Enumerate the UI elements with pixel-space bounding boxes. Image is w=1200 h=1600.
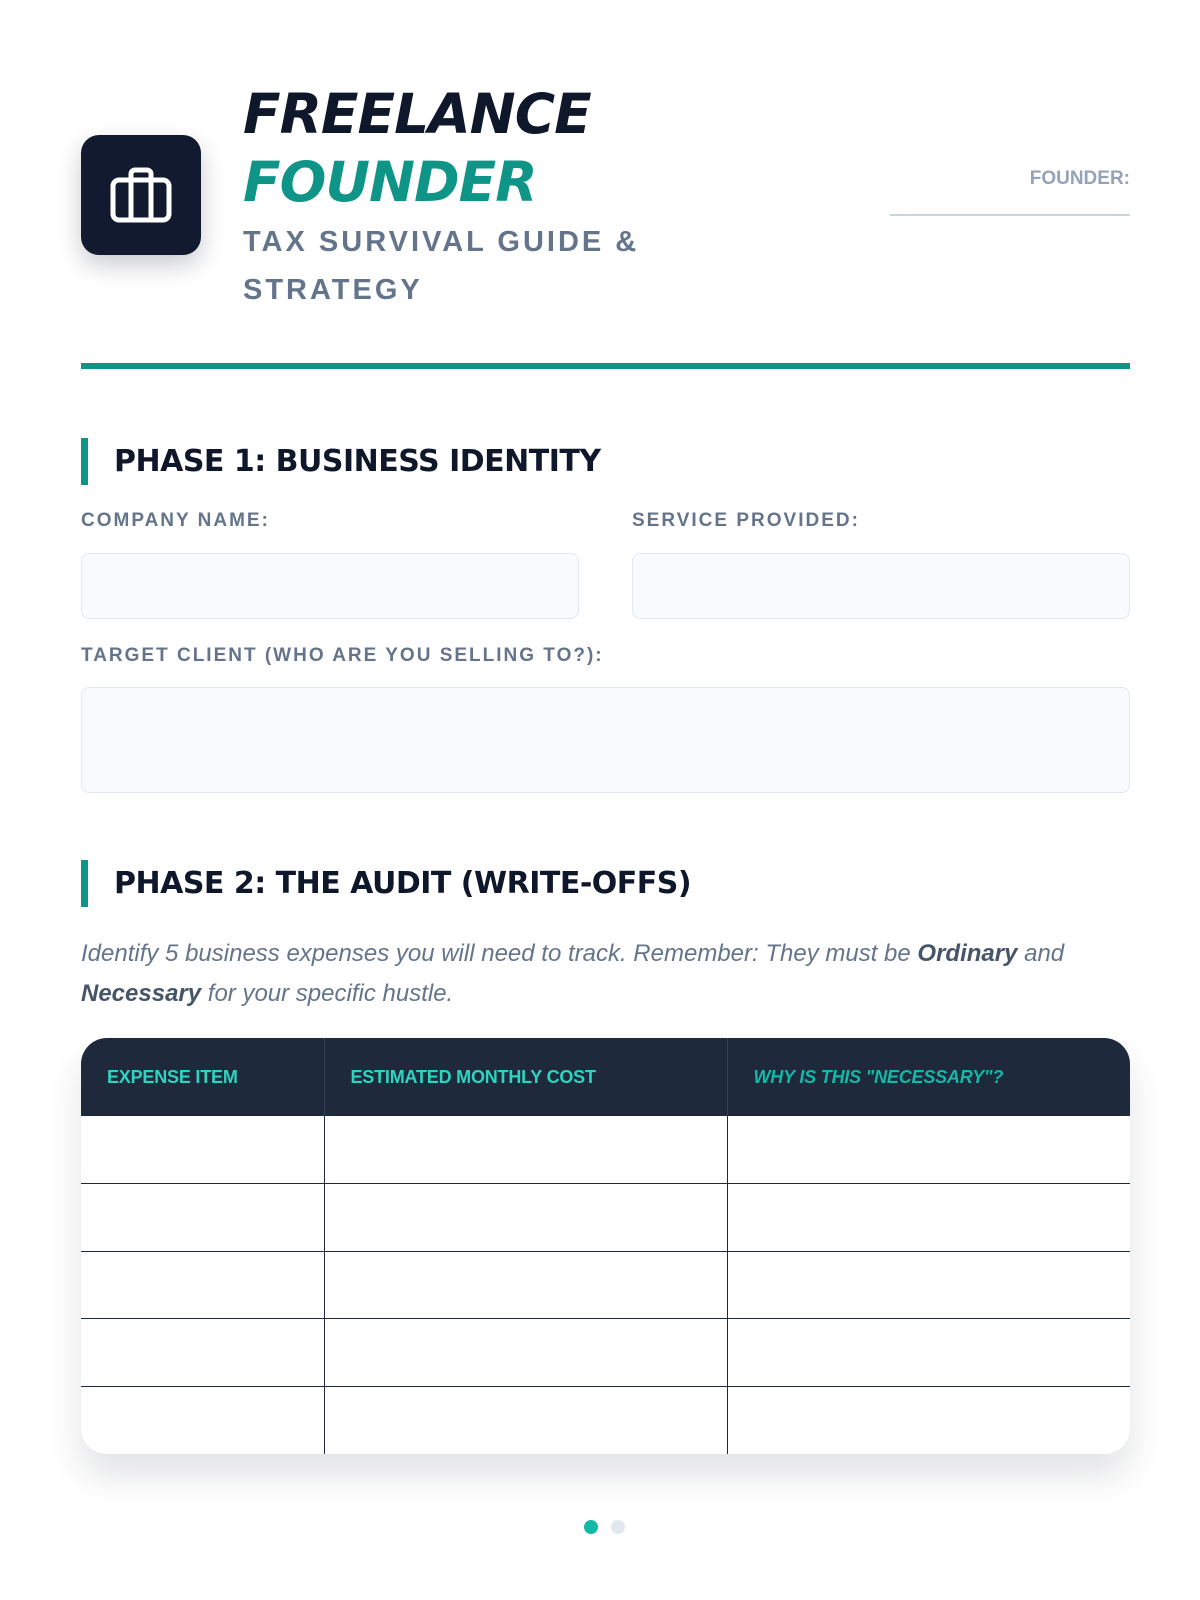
cell-why-necessary[interactable] xyxy=(727,1251,1130,1319)
cell-monthly-cost[interactable] xyxy=(324,1116,727,1184)
founder-signature-line[interactable] xyxy=(890,214,1130,216)
briefcase-icon xyxy=(109,166,173,224)
cell-expense-item[interactable] xyxy=(81,1184,324,1252)
cell-why-necessary[interactable] xyxy=(727,1184,1130,1252)
note-text-1: Identify 5 business expenses you will need to track. Remember: They must be xyxy=(81,940,918,967)
note-necessary: Necessary xyxy=(81,980,202,1007)
cell-expense-item[interactable] xyxy=(81,1386,324,1454)
cell-monthly-cost[interactable] xyxy=(324,1184,727,1252)
service-provided-field[interactable] xyxy=(632,553,1130,619)
title-freelance: FREELANCE xyxy=(243,82,591,146)
service-provided-label: SERVICE PROVIDED: xyxy=(632,510,860,531)
cell-monthly-cost[interactable] xyxy=(324,1319,727,1387)
cell-why-necessary[interactable] xyxy=(727,1116,1130,1184)
cell-why-necessary[interactable] xyxy=(727,1319,1130,1387)
note-text-3: for your specific hustle. xyxy=(201,980,454,1007)
expense-table xyxy=(81,1038,1130,1454)
note-text-2: and xyxy=(1017,940,1065,967)
cell-monthly-cost[interactable] xyxy=(324,1386,727,1454)
logo xyxy=(81,135,201,255)
subtitle: TAX SURVIVAL GUIDE & STRATEGY xyxy=(243,226,640,306)
header-expense-item: EXPENSE ITEM xyxy=(81,1038,324,1116)
table-header-row xyxy=(81,1038,1130,1116)
phase1-heading: PHASE 1: BUSINESS IDENTITY xyxy=(81,438,1130,485)
table-row xyxy=(81,1386,1130,1454)
cell-why-necessary[interactable] xyxy=(727,1386,1130,1454)
company-name-label: COMPANY NAME: xyxy=(81,510,270,531)
target-client-label: TARGET CLIENT (WHO ARE YOU SELLING TO?): xyxy=(81,645,604,666)
cell-monthly-cost[interactable] xyxy=(324,1251,727,1319)
title-block xyxy=(243,80,803,314)
phase2-heading: PHASE 2: THE AUDIT (WRITE-OFFS) xyxy=(81,860,1130,907)
page-header xyxy=(81,80,1130,320)
table-row xyxy=(81,1184,1130,1252)
page-dot-2[interactable] xyxy=(611,1520,625,1534)
title-founder: FOUNDER xyxy=(243,150,537,214)
audit-instructions xyxy=(81,934,1130,1014)
header-monthly-cost: ESTIMATED MONTHLY COST xyxy=(324,1038,727,1116)
page-dot-1[interactable] xyxy=(584,1520,598,1534)
header-divider xyxy=(81,363,1130,369)
pagination-dots xyxy=(584,1520,625,1534)
cell-expense-item[interactable] xyxy=(81,1319,324,1387)
target-client-field[interactable] xyxy=(81,687,1130,793)
cell-expense-item[interactable] xyxy=(81,1116,324,1184)
cell-expense-item[interactable] xyxy=(81,1251,324,1319)
founder-label: FOUNDER: xyxy=(1029,168,1130,189)
header-why-necessary: WHY IS THIS "NECESSARY"? xyxy=(727,1038,1130,1116)
note-ordinary: Ordinary xyxy=(917,940,1018,967)
table-row xyxy=(81,1116,1130,1184)
table-row xyxy=(81,1319,1130,1387)
company-name-field[interactable] xyxy=(81,553,579,619)
table-row xyxy=(81,1251,1130,1319)
